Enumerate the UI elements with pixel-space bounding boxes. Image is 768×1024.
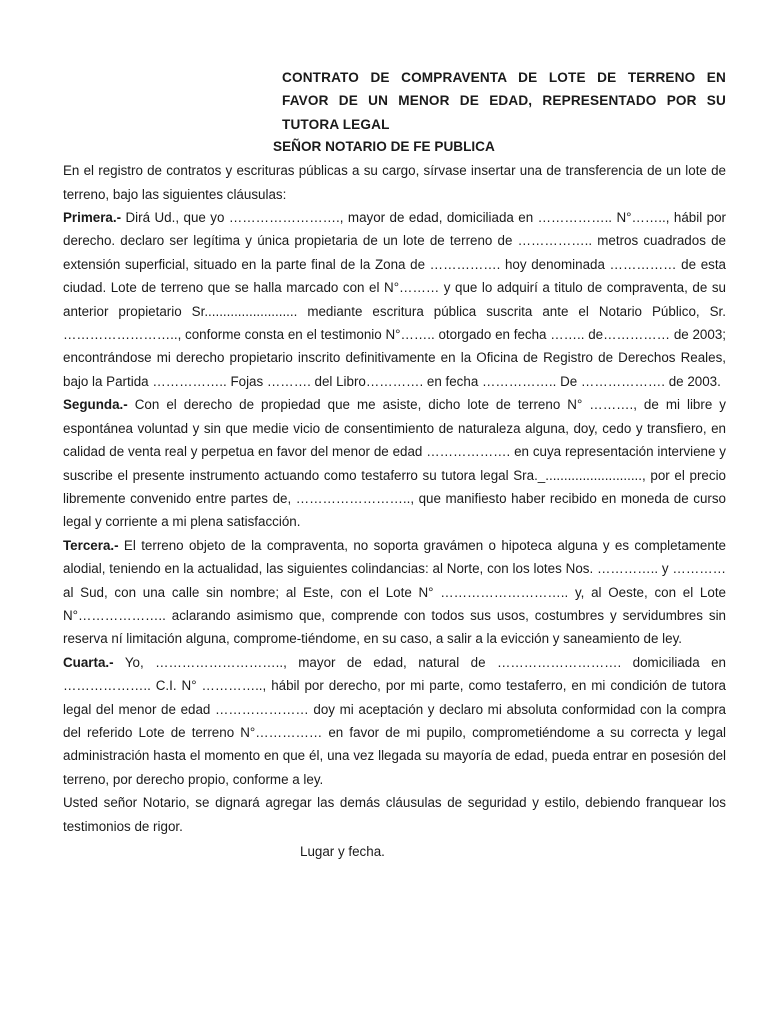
document-title bbox=[282, 66, 726, 136]
clause-heading: Primera.- bbox=[63, 210, 122, 226]
title-line-3: TUTORA LEGAL bbox=[282, 116, 390, 132]
clause-text: Con el derecho de propiedad que me asiste, dicho lote de terreno N° ………., de mi libre y espontánea voluntad y sin que medie vicio de consentimiento de naturaleza alguna, doy, cedo y transfiero, en calidad de venta real y perpetua en favor del menor de edad ………………. en cuya representación interviene y suscribe el presente instrumento actuando como testaferro su tutora legal Sra._.........................., por el precio libremente convenido entre partes de, …………………….., que manifiesto haber recibido en moneda de curso legal y corriente a mi plena satisfacción. bbox=[63, 397, 726, 530]
clause-primera bbox=[63, 206, 726, 393]
addressee-heading: SEÑOR NOTARIO DE FE PUBLICA bbox=[273, 139, 495, 155]
clause-heading: Cuarta.- bbox=[63, 654, 114, 670]
clause-text: Yo, ……………………….., mayor de edad, natural de ………………………. domiciliada en ……………….. C.I. N° ………….., hábil por derecho, por mi parte, como testaferro, en mi condición de tutora legal del menor de edad ………………… doy mi aceptación y declaro mi absoluta conformidad con la compra del referido Lote de terreno N°…………… en favor de mi pupilo, comprometiéndome a su correcta y legal administración hasta el momento en que él, una vez llegada su mayoría de edad, pueda entrar en posesión del terreno, por derecho propio, conforme a ley. bbox=[63, 654, 726, 787]
place-and-date: Lugar y fecha. bbox=[300, 844, 385, 859]
closing-paragraph: Usted señor Notario, se dignará agregar las demás cláusulas de seguridad y estilo, debiendo franquear los testimonios de rigor. bbox=[63, 795, 726, 834]
clause-text: El terreno objeto de la compraventa, no soporta gravámen o hipoteca alguna y es completamente alodial, teniendo en la actualidad, las siguientes colindancias: al Norte, con los lotes Nos. ………….. y ………… al Sud, con una calle sin nombre; al Este, con el Lote N° ……………………….. y, al Oeste, con el Lote N°……………….. aclarando asimismo que, comprende con todos sus usos, costumbres y servidumbres sin reserva ní limitación alguna, comprome-tiéndome, en su caso, a salir a la evicción y saneamiento de ley. bbox=[63, 537, 726, 647]
clause-tercera bbox=[63, 534, 726, 651]
clause-segunda bbox=[63, 393, 726, 533]
clause-cuarta bbox=[63, 651, 726, 791]
title-line-1: CONTRATO DE COMPRAVENTA DE LOTE DE TERRENO EN bbox=[282, 70, 726, 85]
title-line-2: FAVOR DE UN MENOR DE EDAD, REPRESENTADO POR SU bbox=[282, 93, 726, 109]
clause-heading: Segunda.- bbox=[63, 397, 128, 413]
intro-paragraph: En el registro de contratos y escrituras públicas a su cargo, sírvase insertar una de transferencia de un lote de terreno, bajo las siguientes cláusulas: bbox=[63, 163, 726, 202]
clause-text: Dirá Ud., que yo ……………………., mayor de edad, domiciliada en …………….. N°…….., hábil por derecho. declaro ser legítima y única propietaria de un lote de terreno de …………….. metros cuadrados de extensión superficial, situado en la parte final de la Zona de ……………. hoy denominada …………… de esta ciudad. Lote de terreno que se halla marcado con el N°……… y que lo adquirí a titulo de compraventa, de su anterior propietario Sr......................... mediante escritura pública suscrita ante el Notario Público, Sr. …………………….., conforme consta en el testimonio N°…….. otorgado en fecha …….. de…………… de 2003; encontrándose mi derecho propietario inscrito definitivamente en la Oficina de Registro de Derechos Reales, bajo la Partida …………….. Fojas ………. del Libro…………. en fecha …………….. De ………………. de 2003. bbox=[63, 210, 726, 389]
clause-heading: Tercera.- bbox=[63, 537, 119, 553]
document-body bbox=[63, 159, 726, 838]
